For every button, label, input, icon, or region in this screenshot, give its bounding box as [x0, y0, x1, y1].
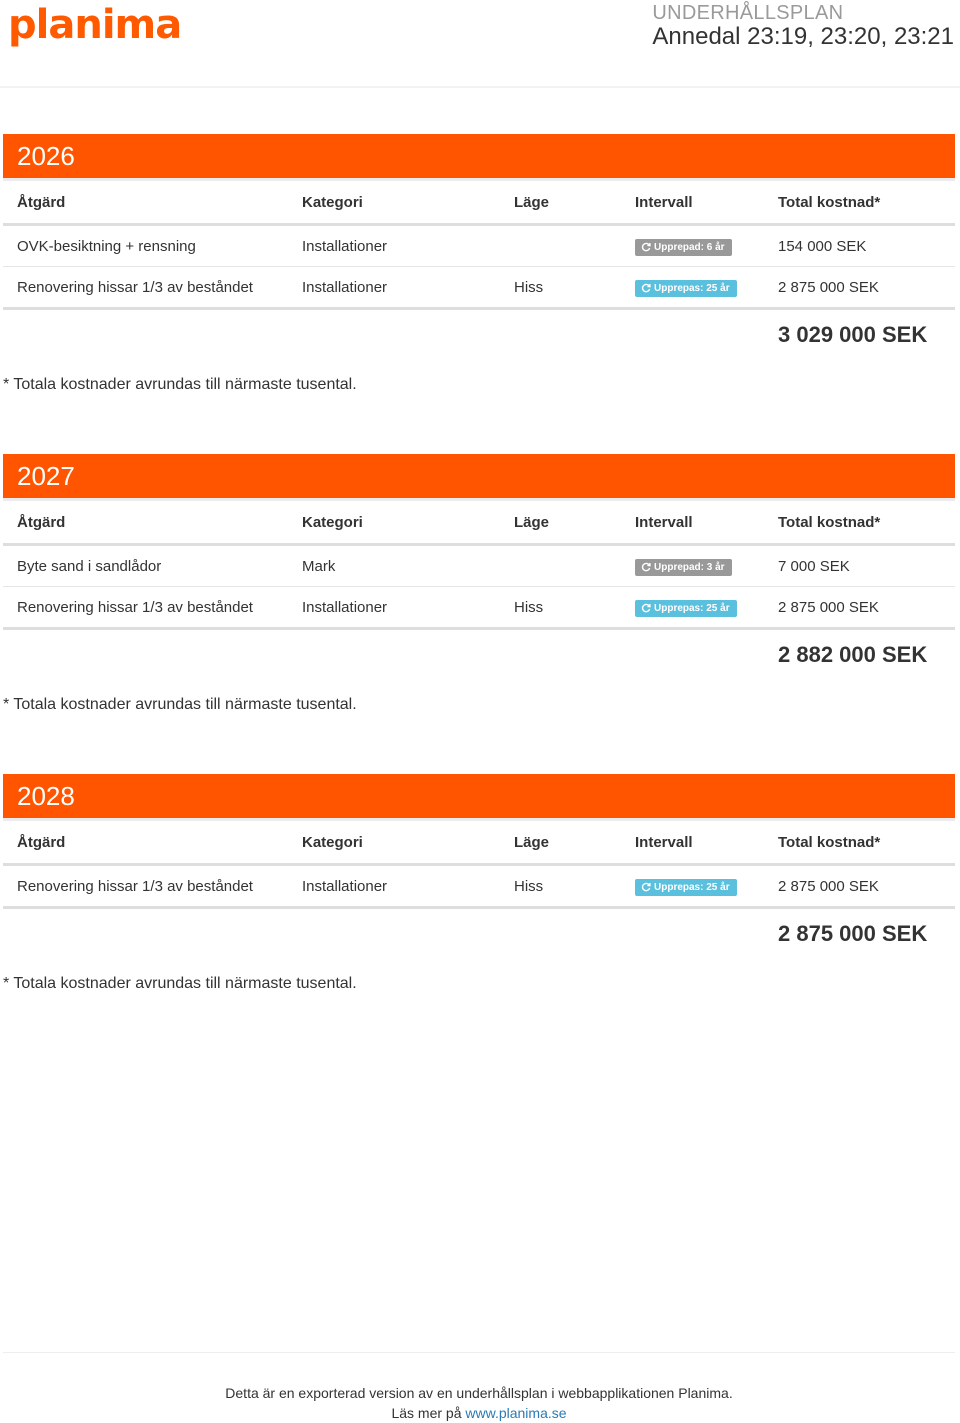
interval-badge	[635, 559, 732, 576]
year-total: 3 029 000 SEK	[778, 322, 928, 347]
maintenance-table	[3, 501, 955, 630]
interval-badge	[635, 600, 737, 617]
cell-cost: 2 875 000 SEK	[764, 267, 955, 309]
cell-location: Hiss	[500, 865, 621, 908]
cell-action: Byte sand i sandlådor	[3, 545, 288, 587]
table-row	[3, 587, 955, 629]
interval-badge	[635, 239, 732, 256]
year-heading: 2026	[3, 134, 955, 181]
maintenance-table	[3, 181, 955, 310]
table-header-row	[3, 821, 955, 865]
planima-logo[interactable]	[8, 2, 181, 48]
column-header-category: Kategori	[288, 181, 500, 225]
cell-category: Installationer	[288, 587, 500, 629]
cell-category: Installationer	[288, 225, 500, 267]
page-header	[0, 0, 960, 88]
cell-action: Renovering hissar 1/3 av beståndet	[3, 587, 288, 629]
column-header-location: Läge	[500, 821, 621, 865]
repeat-icon	[641, 603, 651, 613]
planima-website-link[interactable]: www.planima.se	[465, 1405, 567, 1421]
year-total: 2 875 000 SEK	[778, 921, 928, 946]
year-section-2026	[3, 134, 955, 394]
column-header-location: Läge	[500, 501, 621, 545]
cell-action: OVK-besiktning + rensning	[3, 225, 288, 267]
column-header-action: Åtgärd	[3, 821, 288, 865]
column-header-interval: Intervall	[621, 181, 764, 225]
cell-action: Renovering hissar 1/3 av beståndet	[3, 267, 288, 309]
year-total: 2 882 000 SEK	[778, 642, 928, 667]
footer-link-line	[3, 1403, 955, 1423]
cell-interval	[621, 267, 764, 309]
year-heading: 2027	[3, 454, 955, 501]
rounding-note: * Totala kostnader avrundas till närmaste tusental.	[3, 975, 357, 992]
column-header-action: Åtgärd	[3, 181, 288, 225]
interval-text: Upprepad: 3 år	[654, 561, 725, 573]
cell-cost: 2 875 000 SEK	[764, 865, 955, 908]
column-header-interval: Intervall	[621, 501, 764, 545]
table-row	[3, 865, 955, 908]
year-section-2027	[3, 454, 955, 714]
cell-location	[500, 545, 621, 587]
cell-action: Renovering hissar 1/3 av beståndet	[3, 865, 288, 908]
column-header-total-cost: Total kostnad*	[764, 501, 955, 545]
interval-text: Upprepas: 25 år	[654, 881, 730, 893]
rounding-note: * Totala kostnader avrundas till närmaste tusental.	[3, 696, 357, 713]
repeat-icon	[641, 882, 651, 892]
logo-text: planima	[8, 2, 182, 48]
interval-badge	[635, 280, 737, 297]
repeat-icon	[641, 283, 651, 293]
cell-cost: 154 000 SEK	[764, 225, 955, 267]
document-heading	[652, 2, 954, 50]
cell-cost: 2 875 000 SEK	[764, 587, 955, 629]
table-header-row	[3, 501, 955, 545]
repeat-icon	[641, 562, 651, 572]
interval-badge	[635, 879, 737, 896]
column-header-action: Åtgärd	[3, 501, 288, 545]
column-header-category: Kategori	[288, 821, 500, 865]
cell-interval	[621, 225, 764, 267]
footer-text: Detta är en exporterad version av en underhållsplan i webbapplikationen Planima.	[225, 1385, 733, 1401]
column-header-total-cost: Total kostnad*	[764, 821, 955, 865]
cell-category: Installationer	[288, 267, 500, 309]
cell-category: Installationer	[288, 865, 500, 908]
interval-text: Upprepas: 25 år	[654, 602, 730, 614]
maintenance-table	[3, 821, 955, 909]
column-header-category: Kategori	[288, 501, 500, 545]
footer-link-prefix: Läs mer på	[391, 1405, 462, 1421]
year-heading: 2028	[3, 774, 955, 821]
cell-interval	[621, 865, 764, 908]
interval-text: Upprepas: 25 år	[654, 282, 730, 294]
repeat-icon	[641, 242, 651, 252]
page-footer	[3, 1352, 955, 1423]
column-header-location: Läge	[500, 181, 621, 225]
table-row	[3, 225, 955, 267]
year-section-2028	[3, 774, 955, 993]
cell-location: Hiss	[500, 587, 621, 629]
cell-category: Mark	[288, 545, 500, 587]
cell-interval	[621, 545, 764, 587]
cell-location	[500, 225, 621, 267]
cell-location: Hiss	[500, 267, 621, 309]
table-row	[3, 545, 955, 587]
rounding-note: * Totala kostnader avrundas till närmaste tusental.	[3, 376, 357, 393]
interval-text: Upprepad: 6 år	[654, 241, 725, 253]
table-row	[3, 267, 955, 309]
cell-cost: 7 000 SEK	[764, 545, 955, 587]
cell-interval	[621, 587, 764, 629]
document-type: UNDERHÅLLSPLAN	[652, 2, 844, 24]
column-header-interval: Intervall	[621, 821, 764, 865]
column-header-total-cost: Total kostnad*	[764, 181, 955, 225]
document-title: Annedal 23:19, 23:20, 23:21	[652, 23, 954, 50]
table-header-row	[3, 181, 955, 225]
